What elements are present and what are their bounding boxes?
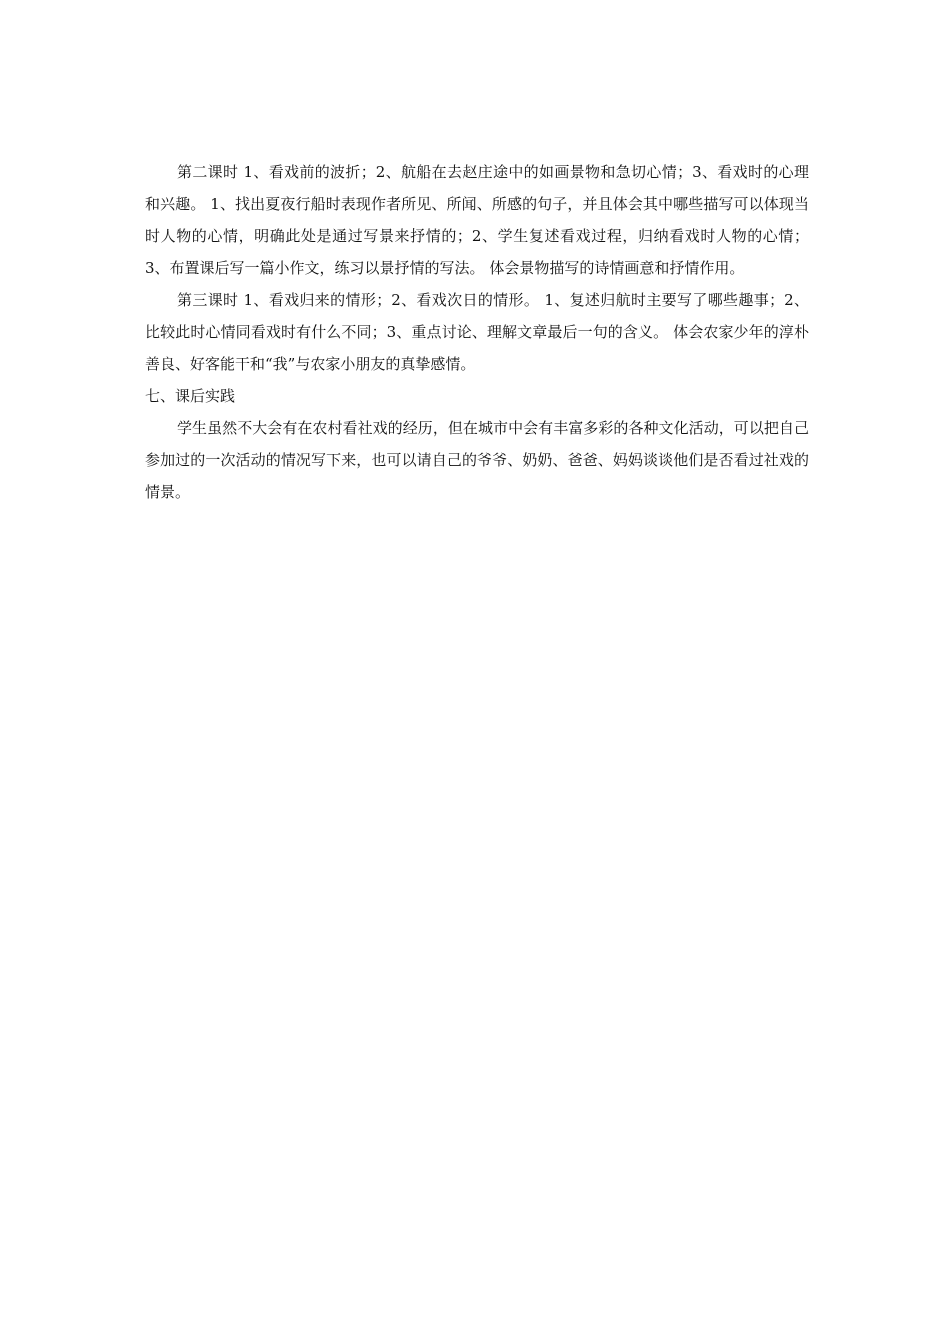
document-body xyxy=(145,156,809,508)
section-heading-practice: 七、课后实践 xyxy=(145,387,236,405)
paragraph-third-lesson: 第三课时 1、看戏归来的情形；2、看戏次日的情形。 1、复述归航时主要写了哪些趣事；2、比较此时心情同看戏时有什么不同；3、重点讨论、理解文章最后一句的含义。 体会农家少年的淳朴善良、好客能干和“我”与农家小朋友的真挚感情。 xyxy=(145,291,809,373)
paragraph-second-lesson: 第二课时 1、看戏前的波折；2、航船在去赵庄途中的如画景物和急切心情；3、看戏时的心理和兴趣。 1、找出夏夜行船时表现作者所见、所闻、所感的句子，并且体会其中哪些描写可以体现当时人物的心情，明确此处是通过写景来抒情的；2、学生复述看戏过程，归纳看戏时人物的心情；3、布置课后写一篇小作文，练习以景抒情的写法。 体会景物描写的诗情画意和抒情作用。 xyxy=(145,163,809,277)
paragraph-practice: 学生虽然不大会有在农村看社戏的经历，但在城市中会有丰富多彩的各种文化活动，可以把自己参加过的一次活动的情况写下来，也可以请自己的爷爷、奶奶、爸爸、妈妈谈谈他们是否看过社戏的情景。 xyxy=(145,419,809,501)
